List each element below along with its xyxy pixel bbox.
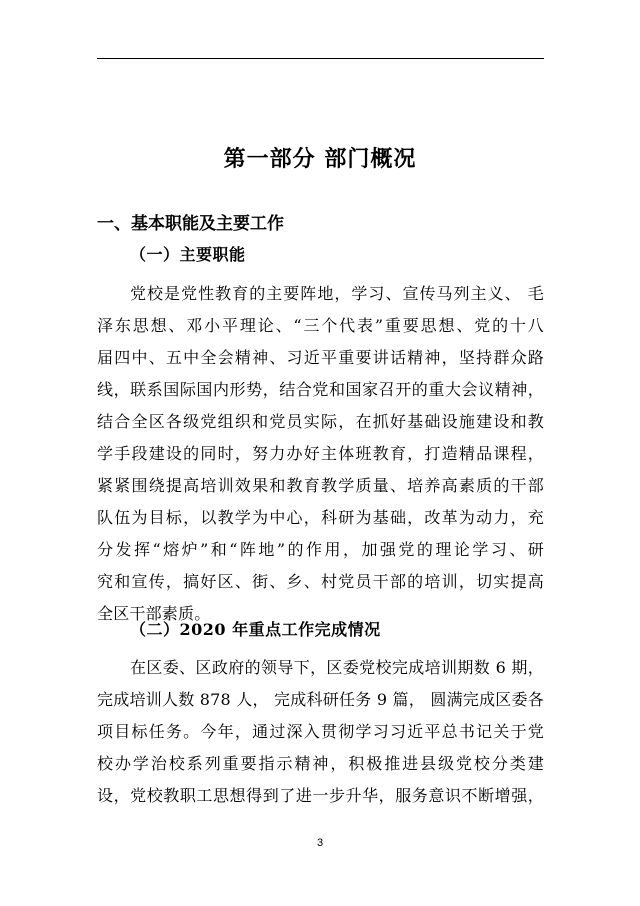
work-paragraph (97, 652, 544, 812)
subsection-heading-functions: （一）主要职能 (130, 245, 246, 264)
paragraph-line: 全区干部素质。 (97, 604, 211, 623)
paragraph-line: 设，党校教职工思想得到了进一步升华，服务意识不断增强， (97, 786, 544, 805)
paragraph-line: 完成培训人数 878 人， 完成科研任务 9 篇， 圆满完成区委各 (97, 690, 544, 709)
page-number: 3 (316, 837, 324, 849)
subsection-heading-2020-work: （二）2020 年重点工作完成情况 (130, 620, 381, 639)
paragraph-line: 结合全区各级党组织和党员实际，在抓好基础设施建设和教 (97, 412, 544, 431)
paragraph-line: 泽东思想、邓小平理论、“三个代表”重要思想、党的十八 (97, 316, 544, 335)
paragraph-line: 分发挥“熔炉”和“阵地”的作用，加强党的理论学习、研 (97, 540, 544, 559)
paragraph-line: 党校是党性教育的主要阵地，学习、宣传马列主义、 毛 (130, 284, 544, 303)
paragraph-line: 队伍为目标，以教学为中心，科研为基础，改革为动力，充 (97, 508, 544, 527)
page-title: 第一部分 部门概况 (223, 146, 417, 172)
paragraph-line: 线，联系国际国内形势，结合党和国家召开的重大会议精神， (97, 380, 544, 399)
paragraph-line: 在区委、区政府的领导下，区委党校完成培训期数 6 期， (130, 658, 544, 677)
paragraph-line: 项目标任务。今年，通过深入贯彻学习习近平总书记关于党 (97, 722, 544, 741)
section-heading: 一、基本职能及主要工作 (97, 214, 284, 234)
paragraph-line: 届四中、五中全会精神、习近平重要讲话精神，坚持群众路 (97, 348, 544, 367)
functions-paragraph (97, 278, 544, 630)
paragraph-line: 紧紧围绕提高培训效果和教育教学质量、培养高素质的干部 (97, 476, 544, 495)
paragraph-line: 校办学治校系列重要指示精神，积极推进县级党校分类建 (97, 754, 544, 773)
paragraph-line: 究和宣传，搞好区、街、乡、村党员干部的培训，切实提高 (97, 572, 544, 591)
header-rule (97, 58, 544, 59)
paragraph-line: 学手段建设的同时，努力办好主体班教育，打造精品课程， (97, 444, 544, 463)
